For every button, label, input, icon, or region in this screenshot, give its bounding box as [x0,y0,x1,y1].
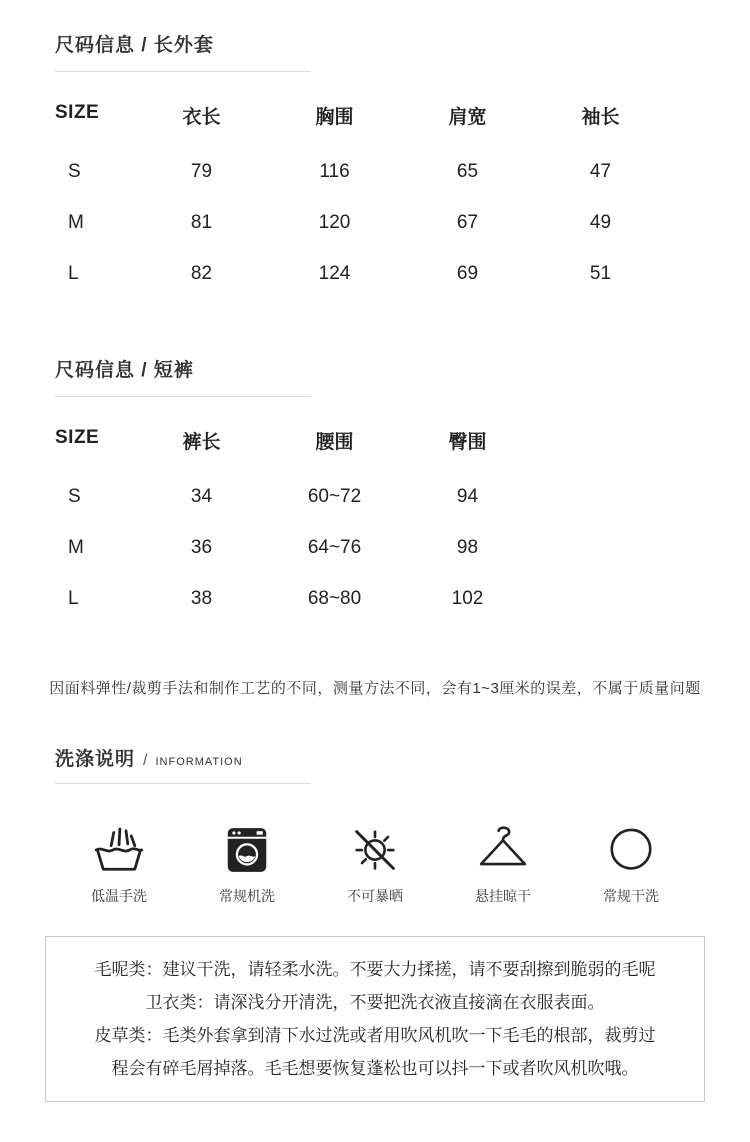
table-cell: 60~72 [307,486,362,507]
care-icon-hand-wash [55,822,183,906]
dry-clean-icon [603,822,659,878]
table-cell: 68~80 [307,588,362,609]
shorts-size-section [0,355,750,625]
care-icon-no-sun [311,822,439,906]
machine-wash-icon [219,822,275,878]
table-header-cell: 胸围 [315,107,354,128]
table-cell: 69 [456,263,479,284]
table-cell: 120 [318,212,351,233]
table-header-cell: 袖长 [581,107,620,128]
washing-instructions-section [0,744,750,1102]
coat-size-section [0,30,750,300]
table-cell: S [68,486,81,507]
table-cell: S [68,161,81,182]
no-sun-icon [347,822,403,878]
table-header-cell: 腰围 [315,432,354,453]
table-cell: 82 [190,263,213,284]
care-icon-label: 常规干洗 [603,888,659,904]
hang-dry-icon [475,822,531,878]
table-cell: 81 [190,212,213,233]
table-cell: 116 [319,161,350,182]
care-instruction-line: 程会有碎毛屑掉落。毛毛想要恢复蓬松也可以抖一下或者吹风机吹哦。 [111,1059,639,1078]
table-cell: 47 [589,161,612,182]
table-cell: M [68,212,84,233]
table-header-cell: 臀围 [448,432,487,453]
measurement-disclaimer-text: 因面料弹性/裁剪手法和制作工艺的不同，测量方法不同，会有1~3厘米的误差，不属于质量问题 [49,680,701,697]
table-cell: L [68,263,79,284]
care-icon-label: 低温手洗 [91,888,147,904]
care-instructions-box [45,936,705,1102]
table-cell: 36 [190,537,213,558]
care-instruction-line: 皮草类：毛类外套拿到清下水过洗或者用吹风机吹一下毛毛的根部，裁剪过 [94,1026,656,1045]
table-cell: 102 [451,588,484,609]
coat-size-table [55,96,750,300]
care-icon-dry-clean [567,822,695,906]
care-icon-machine-wash [183,822,311,906]
table-cell: 49 [589,212,612,233]
table-cell: 65 [456,161,479,182]
table-cell: 38 [190,588,213,609]
coat-section-title: 尺码信息 / 长外套 [55,30,311,72]
table-cell: L [68,588,79,609]
shorts-size-table [55,421,750,625]
care-instruction-line: 毛呢类：建议干洗，请轻柔水洗。不要大力揉搓，请不要刮擦到脆弱的毛呢 [94,960,656,979]
hand-wash-icon [91,822,147,878]
shorts-section-title: 尺码信息 / 短裤 [55,355,311,397]
washing-subtitle-text: INFORMATION [155,756,243,768]
table-cell: 34 [190,486,213,507]
care-icons-row [55,822,695,906]
care-icon-label: 悬挂晾干 [475,888,531,904]
table-cell: 94 [456,486,479,507]
care-icon-label: 不可暴晒 [347,888,403,904]
table-cell: 124 [318,263,351,284]
table-cell: 67 [456,212,479,233]
care-icon-hang-dry [439,822,567,906]
table-header-cell: 肩宽 [448,107,487,128]
table-header-cell: 衣长 [182,107,221,128]
washing-title-text: 洗涤说明 [55,749,136,770]
washing-section-title [55,744,311,784]
table-header-cell: SIZE [55,102,100,123]
table-cell: 64~76 [307,537,362,558]
table-cell: 79 [190,161,213,182]
table-cell: 51 [589,263,612,284]
care-instruction-line: 卫衣类：请深浅分开清洗，不要把洗衣液直接滴在衣服表面。 [145,993,605,1012]
care-icon-label: 常规机洗 [219,888,275,904]
title-slash: / [143,752,148,769]
table-cell: M [68,537,84,558]
table-header-cell: SIZE [55,427,100,448]
table-cell: 98 [456,537,479,558]
table-header-cell: 裤长 [182,432,221,453]
